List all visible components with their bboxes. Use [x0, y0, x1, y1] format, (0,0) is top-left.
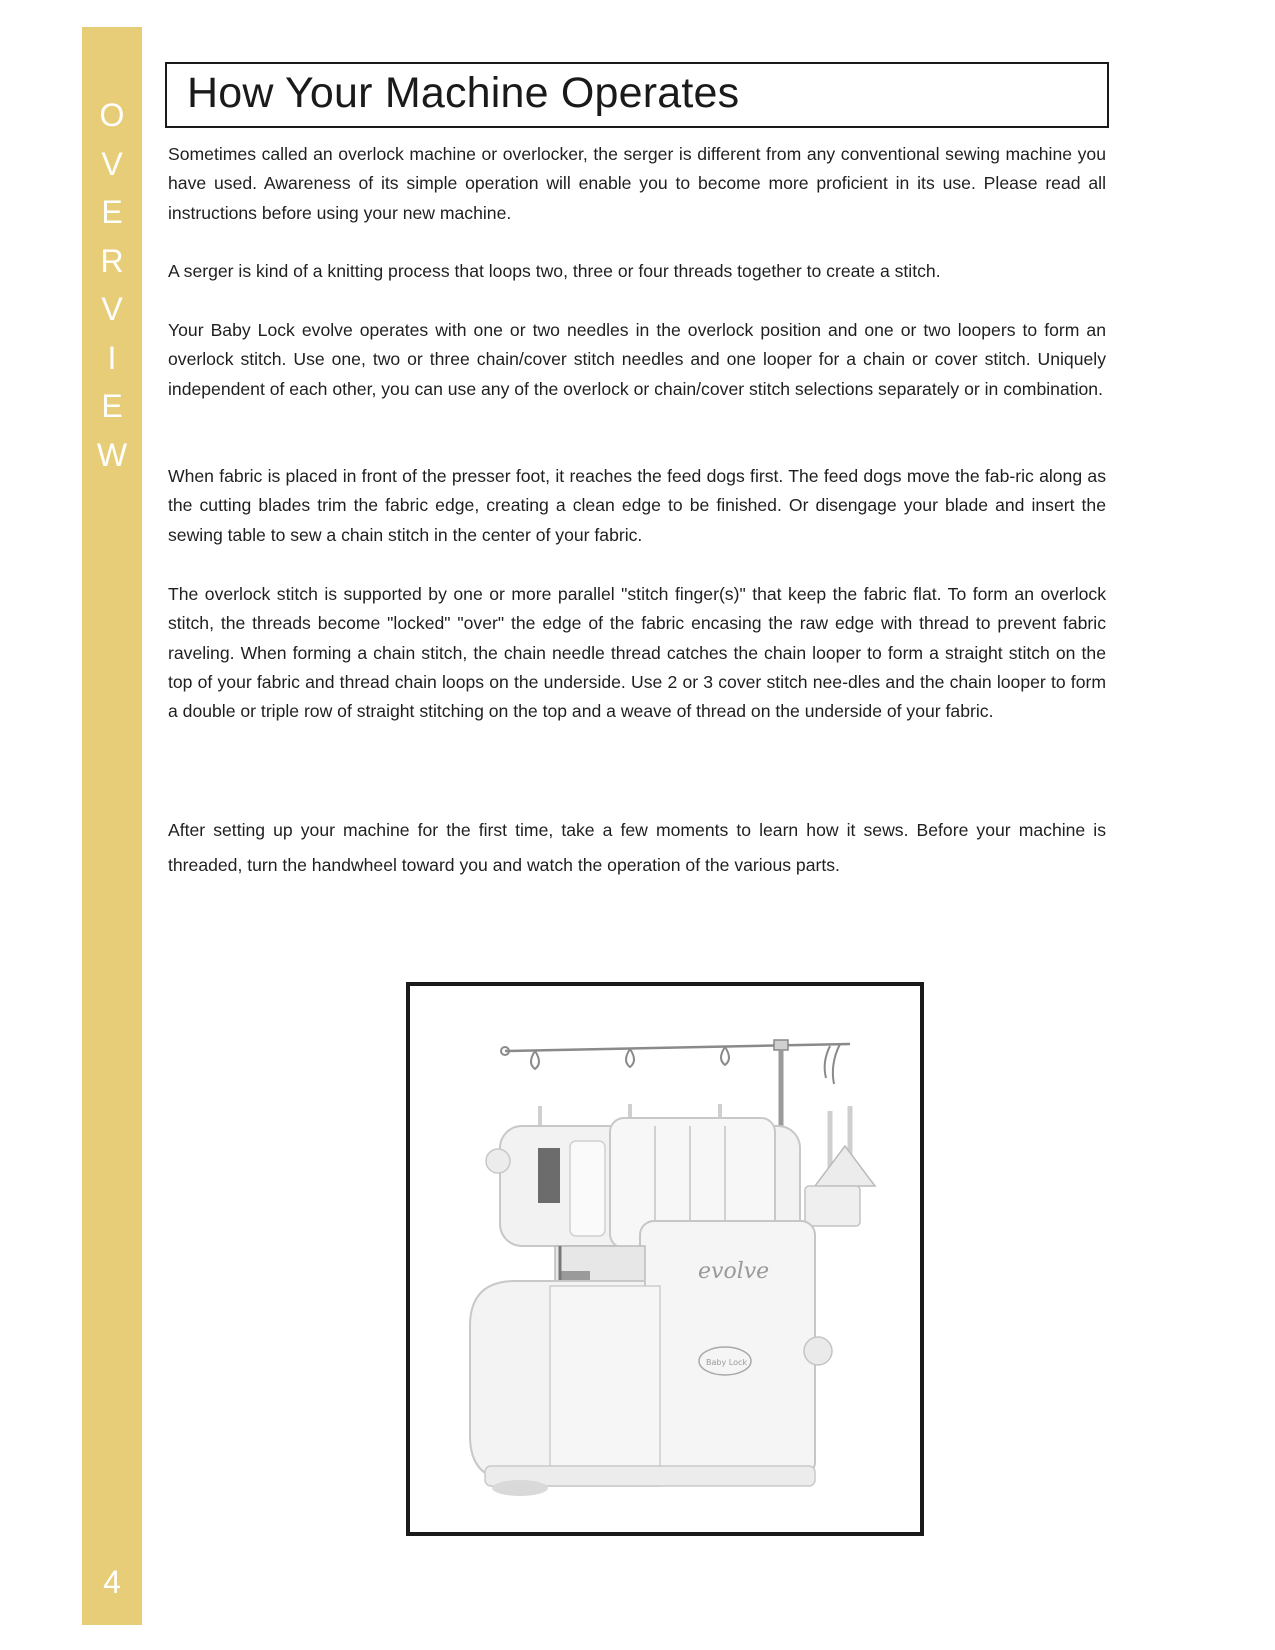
section-label: [82, 91, 142, 479]
paragraph-knitting: A serger is kind of a knitting process that loops two, three or four threads together to create a stitch.: [168, 261, 941, 281]
paragraph-overlock-stitch: The overlock stitch is supported by one or more parallel "stitch finger(s)" that keep the fabric flat. To form an overlock stitch, the threads become "locked" "over" the edge of the fabric encasing the raw edge with thread to prevent fabric raveling. When forming a chain stitch, the chain needle thread catches the chain looper to form a straight stitch on the top of your fabric and thread chain loops on the underside. Use 2 or 3 cover stitch nee-dles and the chain looper to form a double or triple row of straight stitching on the top and a weave of thread on the underside of your fabric.: [168, 584, 1106, 722]
section-letter: V: [101, 291, 123, 327]
machine-figure: [406, 982, 924, 1536]
page-number: 4: [103, 1564, 121, 1600]
page-title-box: [165, 62, 1109, 128]
section-letter: R: [100, 242, 124, 279]
section-letter: V: [101, 145, 123, 182]
section-letter: W: [96, 436, 128, 473]
machine-badge-label: Baby Lock: [706, 1358, 747, 1367]
section-letter: E: [101, 194, 123, 230]
section-tab: [82, 27, 142, 1625]
section-letter: E: [101, 388, 123, 424]
paragraph-intro: Sometimes called an overlock machine or overlocker, the serger is different from any conventional sewing machine you have used. Awareness of its simple operation will enable you to become more proficient in its use. Please read all instructions before using your new machine.: [168, 144, 1106, 223]
machine-brand-label: evolve: [698, 1259, 770, 1284]
serger-machine-icon: [410, 986, 920, 1532]
page-title: How Your Machine Operates: [187, 69, 740, 117]
section-letter: O: [99, 97, 125, 133]
paragraph-fabric-feed: When fabric is placed in front of the presser foot, it reaches the feed dogs first. The feed dogs move the fab-ric along as the cutting blades trim the fabric edge, creating a clean edge to be finished. Or disengage your blade and insert the sewing table to sew a chain stitch in the center of your fabric.: [168, 466, 1106, 545]
paragraph-needles: Your Baby Lock evolve operates with one or two needles in the overlock position and one or two loopers to form an overlock stitch. Use one, two or three chain/cover stitch needles and one looper for a chain or cover stitch. Uniquely independent of each other, you can use any of the overlock or chain/cover stitch selections separately or in combination.: [168, 320, 1106, 399]
paragraph-first-time: After setting up your machine for the first time, take a few moments to learn how it sews. Before your machine is threaded, turn the handwheel toward you and watch the operation of the various parts.: [168, 820, 1106, 875]
section-letter: I: [107, 339, 117, 376]
